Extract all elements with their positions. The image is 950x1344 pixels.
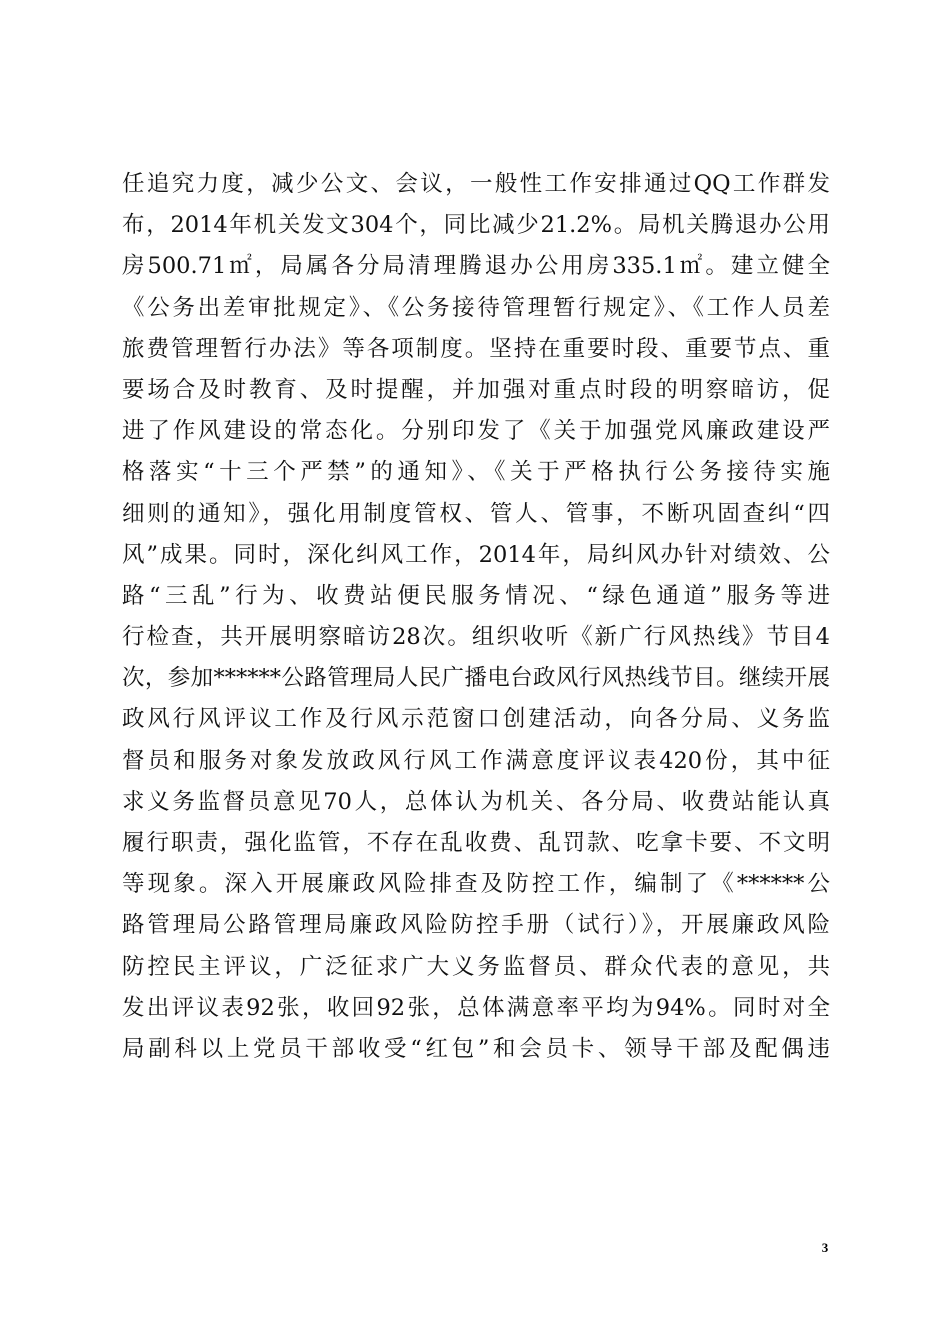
body-text <box>122 164 830 1070</box>
text-line: 等现象。深入开展廉政风险排查及防控工作，编制了《******公 <box>122 871 830 898</box>
text-line: 旅费管理暂行办法》等各项制度。坚持在重要时段、重要节点、重 <box>122 335 830 362</box>
page-number: 3 <box>821 1240 829 1255</box>
text-line: 进了作风建设的常态化。分别印发了《关于加强党风廉政建设严 <box>122 418 830 445</box>
text-line: 风”成果。同时，深化纠风工作，2014年，局纠风办针对绩效、公 <box>122 541 830 568</box>
text-line: 《公务出差审批规定》、《公务接待管理暂行规定》、《工作人员差 <box>122 294 830 321</box>
text-line: 防控民主评议，广泛征求广大义务监督员、群众代表的意见，共 <box>122 953 830 980</box>
text-line: 行检查，共开展明察暗访28次。组织收听《新广行风热线》节目4 <box>122 624 830 651</box>
text-line: 布，2014年机关发文304个，同比减少21.2%。局机关腾退办公用 <box>122 212 830 239</box>
text-line: 格落实“十三个严禁”的通知》、《关于严格执行公务接待实施 <box>122 459 830 486</box>
text-line: 路管理局公路管理局廉政风险防控手册（试行）》，开展廉政风险 <box>122 912 830 939</box>
text-line: 督员和服务对象发放政风行风工作满意度评议表420份，其中征 <box>122 747 830 774</box>
text-line: 次，参加******公路管理局人民广播电台政风行风热线节目。继续开展 <box>122 665 830 692</box>
text-line: 局副科以上党员干部收受“红包”和会员卡、领导干部及配偶违 <box>122 1035 830 1062</box>
text-line: 任追究力度，减少公文、会议，一般性工作安排通过QQ工作群发 <box>122 171 830 197</box>
text-line: 细则的通知》，强化用制度管权、管人、管事，不断巩固查纠“四 <box>122 500 830 527</box>
text-line: 发出评议表92张，收回92张，总体满意率平均为94%。同时对全 <box>122 994 830 1021</box>
text-line: 政风行风评议工作及行风示范窗口创建活动，向各分局、义务监 <box>122 706 830 733</box>
text-line: 路“三乱”行为、收费站便民服务情况、“绿色通道”服务等进 <box>122 582 830 609</box>
text-line: 履行职责，强化监管，不存在乱收费、乱罚款、吃拿卡要、不文明 <box>122 830 830 856</box>
text-line: 要场合及时教育、及时提醒，并加强对重点时段的明察暗访，促 <box>122 376 830 403</box>
text-line: 房500.71㎡，局属各分局清理腾退办公用房335.1㎡。建立健全 <box>122 253 830 280</box>
text-line: 求义务监督员意见70人，总体认为机关、各分局、收费站能认真 <box>122 788 830 815</box>
